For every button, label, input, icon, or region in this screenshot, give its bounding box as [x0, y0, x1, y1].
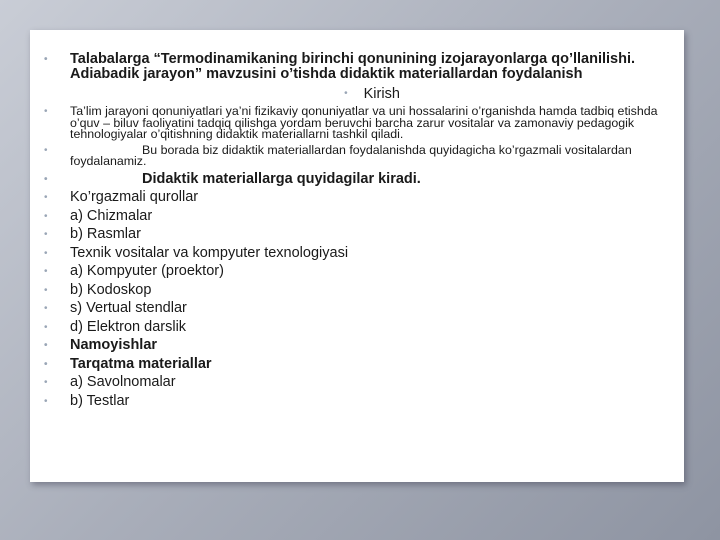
bullet-icon: • — [44, 247, 48, 259]
bullet-icon: • — [44, 192, 48, 203]
list-item — [30, 320, 684, 335]
bullet-icon: • — [44, 284, 48, 296]
list-item-text: Ko’rgazmali qurollar — [70, 189, 199, 205]
bullet-icon: • — [44, 377, 48, 388]
paragraph-1 — [30, 106, 684, 141]
list-item — [30, 246, 684, 261]
section-heading — [30, 86, 684, 102]
bullet-icon: • — [44, 395, 48, 407]
subheading — [30, 172, 684, 187]
bullet-icon: • — [44, 340, 48, 351]
bullet-icon: • — [44, 321, 48, 333]
heading-text: Kirish — [363, 86, 400, 102]
list-item-text: a) Chizmalar — [70, 207, 153, 224]
bullet-icon: • — [44, 229, 48, 240]
list-item-text: Tarqatma materiallar — [70, 355, 212, 372]
list-item-bold — [30, 357, 684, 372]
bullet-icon: • — [44, 144, 48, 156]
paragraph-2 — [30, 142, 684, 168]
paragraph-2-text: Bu borada biz didaktik materiallardan foydalanishda quyidagicha ko’rgazmali vositalardan foydalanamiz. — [70, 142, 632, 168]
list-item — [30, 283, 684, 298]
list-item-text: Texnik vositalar va kompyuter texnologiyasi — [70, 244, 349, 261]
bullet-icon: • — [44, 303, 48, 314]
list-item — [30, 264, 684, 279]
paragraph-1-text: Ta’lim jarayoni qonuniyatlari ya’ni fizikaviy qonuniyatlar va uni hossalarini o’rganishda hamda tadbiq etishda o’quv – biluv faoliyatini tadqiq qilishga yordam beruvchi barcha zarur vositalar va zamonaviy pedagogik tehnologiyalar o’qitishning didaktik materiallarni tashkil qiladi. — [70, 104, 658, 141]
bullet-icon: • — [44, 358, 48, 370]
list-item-text: b) Rasmlar — [70, 226, 141, 242]
list-item-text: Namoyishlar — [70, 337, 158, 353]
list-item-text: b) Kodoskop — [70, 281, 152, 298]
list-item — [30, 209, 684, 224]
bullet-list — [30, 52, 684, 409]
list-item-text: b) Testlar — [70, 392, 130, 409]
slide-title — [30, 52, 684, 82]
list-item — [30, 375, 684, 390]
bullet-icon: • — [44, 173, 48, 185]
list-item-text: s) Vertual stendlar — [70, 300, 187, 316]
subheading-text: Didaktik materiallarga quyidagilar kiradi. — [142, 170, 421, 187]
list-item-text: a) Savolnomalar — [70, 374, 176, 390]
bullet-icon: • — [44, 266, 48, 277]
list-item — [30, 227, 684, 242]
list-item-text: a) Kompyuter (proektor) — [70, 263, 224, 279]
list-item-bold — [30, 338, 684, 353]
list-item — [30, 190, 684, 205]
list-item-text: d) Elektron darslik — [70, 318, 187, 335]
list-item — [30, 394, 684, 409]
bullet-icon: • — [344, 88, 348, 99]
title-text: Talabalarga “Termodinamikaning birinchi qonunining izojarayonlarga qo’llanilishi. Adiabadik jarayon” mavzusini o’tishda didaktik materiallardan foydalanish — [70, 51, 636, 82]
bullet-icon: • — [44, 54, 48, 65]
list-item — [30, 301, 684, 316]
slide — [30, 30, 684, 482]
bullet-icon: • — [44, 210, 48, 222]
bullet-icon: • — [44, 106, 48, 117]
